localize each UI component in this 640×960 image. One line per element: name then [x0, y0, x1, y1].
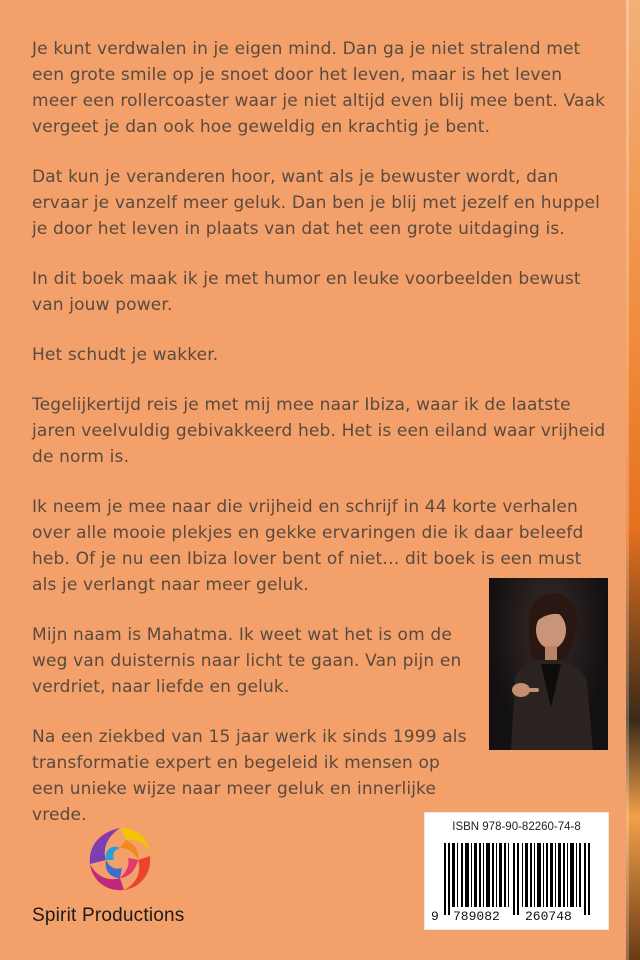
barcode-digit-first: 9 [431, 909, 439, 924]
paragraph-humor: In dit boek maak ik je met humor en leuke voorbeelden bewust van jouw power. [32, 269, 581, 315]
barcode-digits-left: 789082 [453, 909, 500, 924]
isbn-barcode [424, 812, 609, 930]
cover-spine-edge [626, 0, 640, 960]
barcode-digits-right: 260748 [525, 909, 572, 924]
colorful-swirl-logo-icon [80, 820, 160, 900]
paragraph-author-intro: Mijn naam is Mahatma. Ik weet wat het is om de weg van duisternis naar licht te gaan. Van pijn en verdriet, naar liefde en geluk. [32, 625, 462, 697]
author-photo [489, 578, 608, 750]
author-portrait-icon [489, 578, 608, 750]
paragraph-author-bio: Na een ziekbed van 15 jaar werk ik sinds 1999 als transformatie expert en begeleid ik mensen op een unieke wijze naar meer geluk en innerlijke vrede. [32, 727, 467, 825]
paragraph-change: Dat kun je veranderen hoor, want als je bewuster wordt, dan ervaar je vanzelf meer geluk. Dan ben je blij met jezelf en huppel je door het leven in plaats van dat het een grote uitdaging is. [32, 167, 601, 239]
publisher-name: Spirit Productions [32, 905, 185, 926]
paragraph-intro: Je kunt verdwalen in je eigen mind. Dan ga je niet stralend met een grote smile op je snoet door het leven, maar is het leven meer een rollercoaster waar je niet altijd even blij mee bent. Vaak vergeet je dan ook hoe geweldig en krachtig je bent. [32, 39, 606, 137]
paragraph-ibiza: Tegelijkertijd reis je met mij mee naar Ibiza, waar ik de laatste jaren veelvuldig gebivakkeerd heb. Het is een eiland waar vrijheid de norm is. [32, 395, 606, 467]
paragraph-wake-up: Het schudt je wakker. [32, 345, 219, 365]
isbn-label: ISBN 978-90-82260-74-8 [452, 821, 581, 833]
paragraph-stories: Ik neem je mee naar die vrijheid en schrijf in 44 korte verhalen over alle mooie plekjes en gekke ervaringen die ik daar beleefd heb. Of je nu een Ibiza lover bent of niet… dit boek is een must als je verlangt naar meer geluk. [32, 497, 584, 595]
barcode-bars-icon [442, 843, 592, 915]
